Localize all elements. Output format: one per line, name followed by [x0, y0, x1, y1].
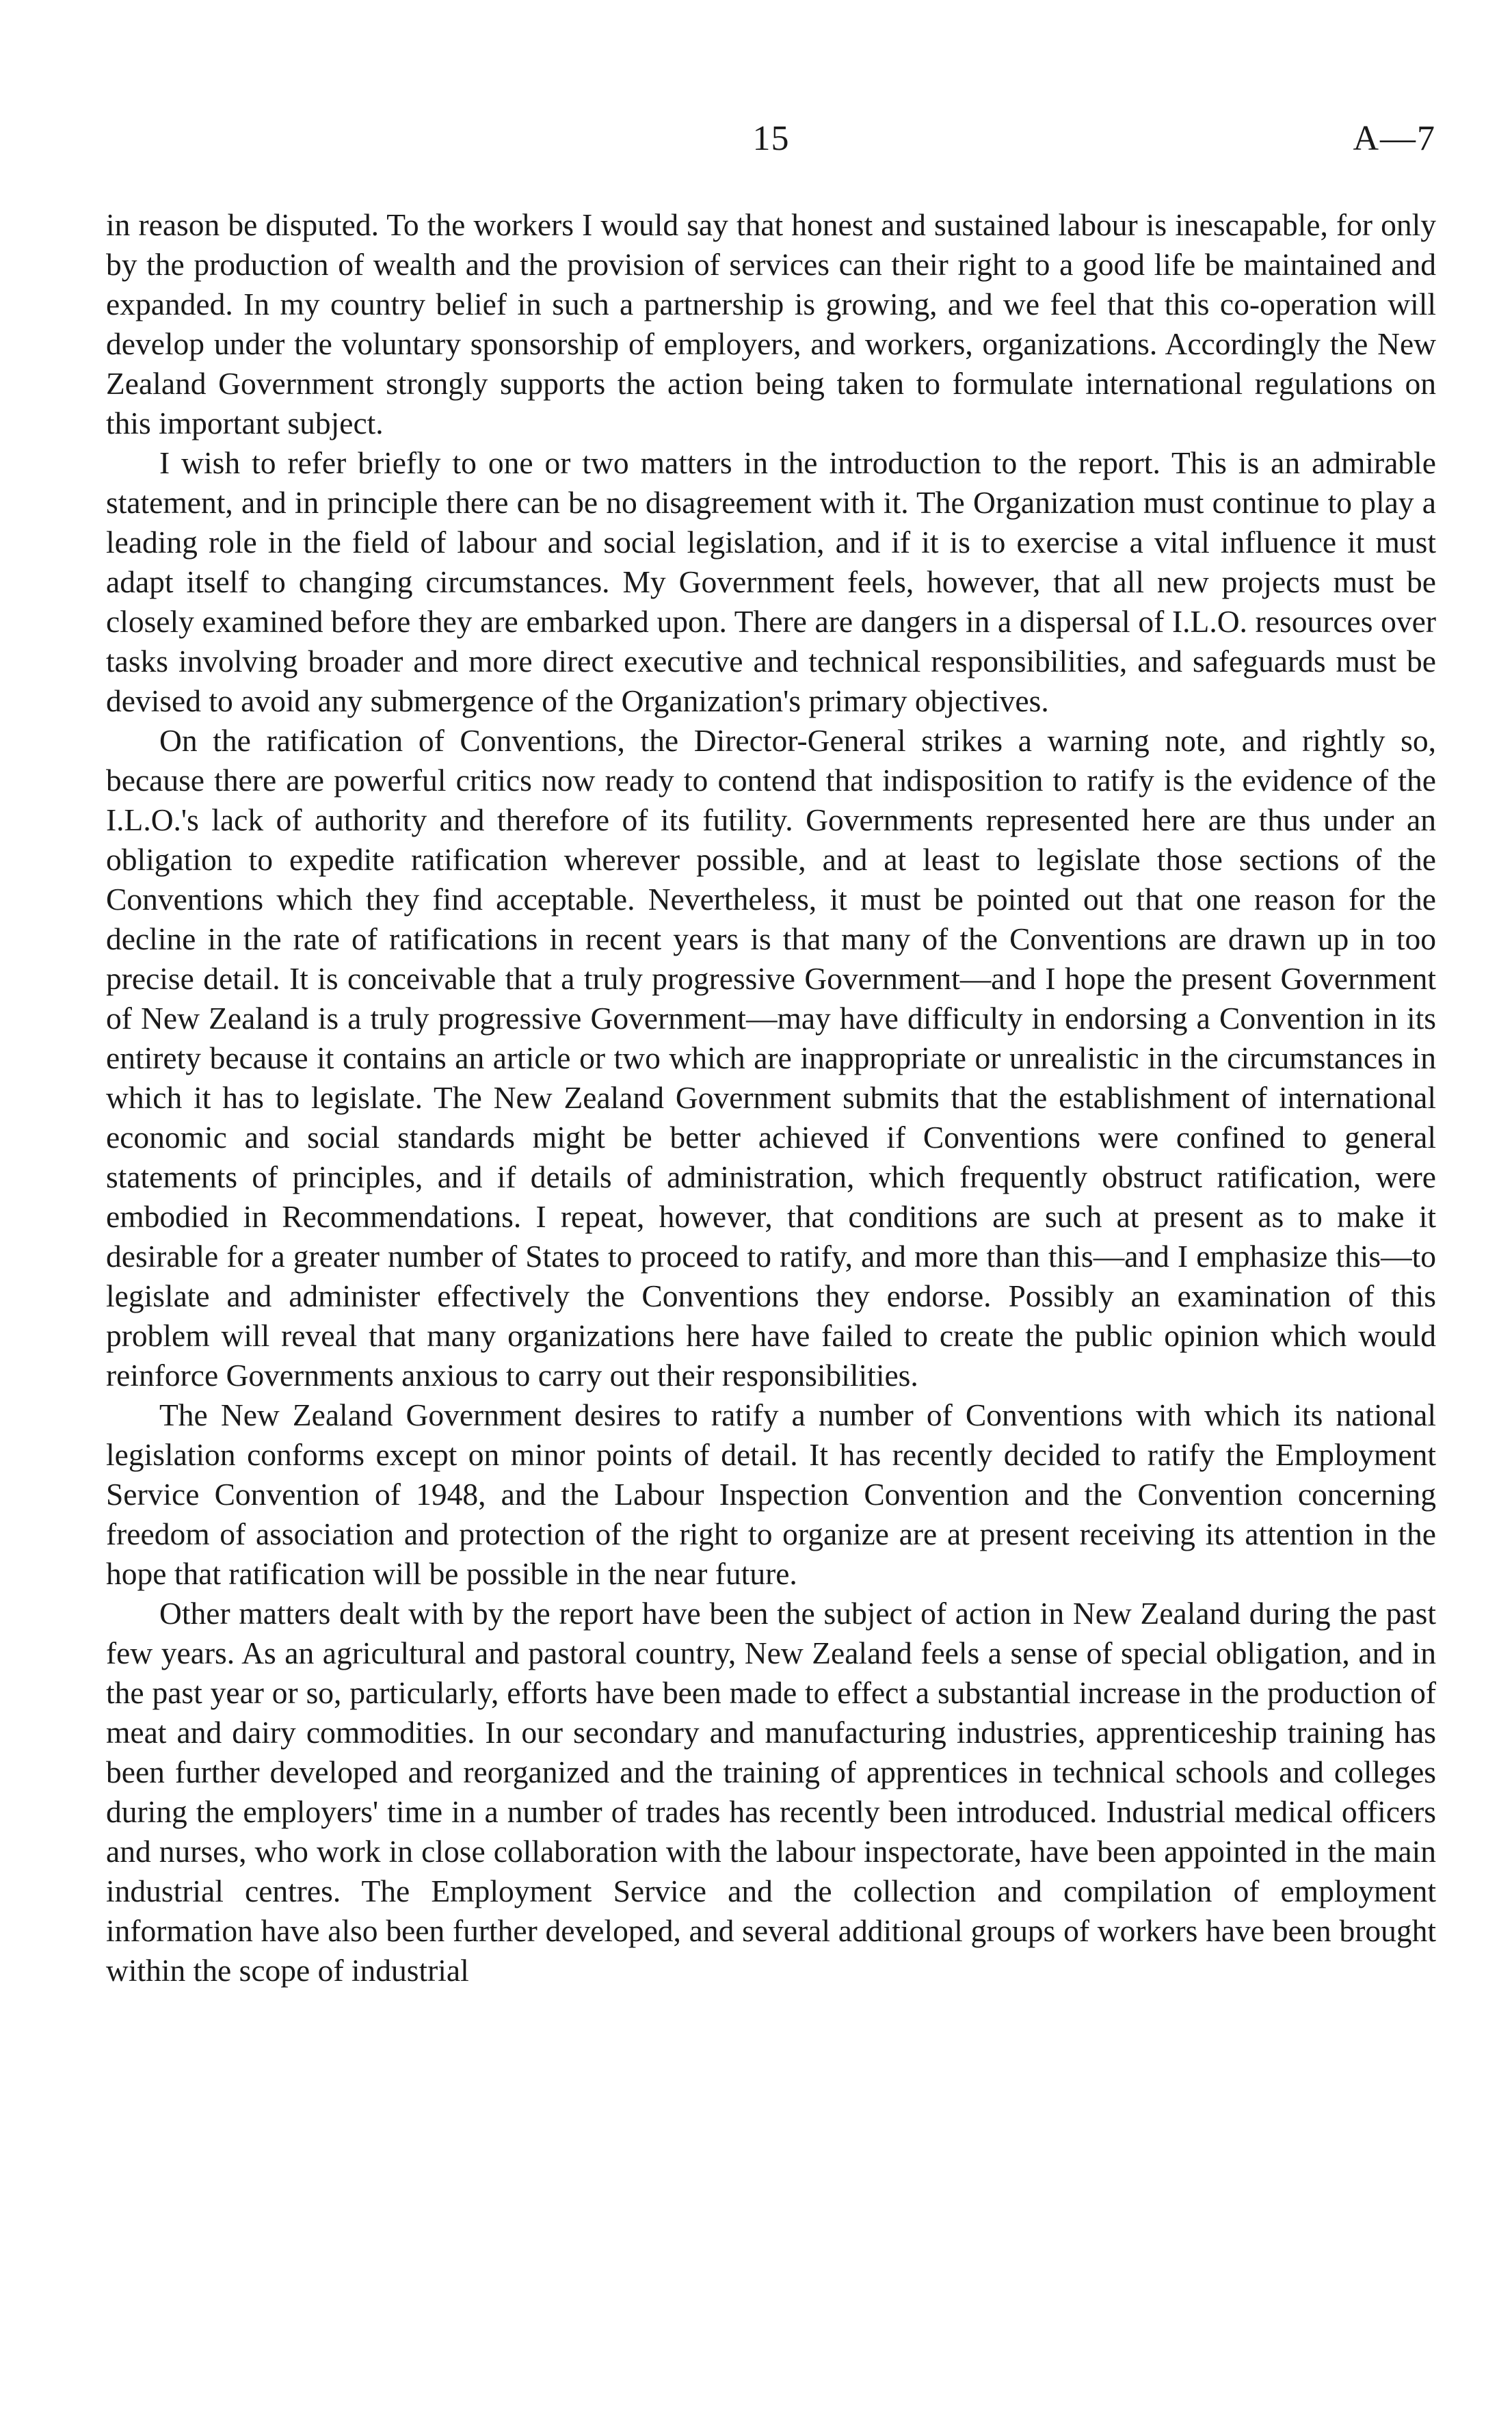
- paragraph-other-matters: Other matters dealt with by the report have been the subject of action in New Zealand during the past few years. As an agricultural and pastoral country, New Zealand feels a sense of special obligation, and in the past year or so, particularly, efforts have been made to effect a substantial increase in the production of meat and dairy commodities. In our secondary and manufacturing industries, apprenticeship training has been further developed and reorganized and the training of apprentices in technical schools and colleges during the employers' time in a number of trades has recently been introduced. Industrial medical officers and nurses, who work in close collaboration with the labour inspectorate, have been appointed in the main industrial centres. The Employment Service and the collection and compilation of employment information have also been further developed, and several additional groups of workers have been brought within the scope of industrial: [106, 1596, 1436, 1988]
- paragraph-continuation: in reason be disputed. To the workers I would say that honest and sustained labour is inescapable, for only by the production of wealth and the provision of services can their right to a good life be maintained and expanded. In my country belief in such a partnership is growing, and we feel that this co-operation will develop under the voluntary sponsorship of employers, and workers, organizations. Accordingly the New Zealand Government strongly supports the action being taken to formulate international regulations on this important subject.: [106, 207, 1436, 441]
- page-number: 15: [752, 119, 790, 158]
- page-header: [106, 115, 1436, 163]
- document-reference: A—7: [1353, 119, 1436, 158]
- paragraph-new-zealand-ratify: The New Zealand Government desires to ratify a number of Conventions with which its national legislation conforms except on minor points of detail. It has recently decided to ratify the Employment Service Convention of 1948, and the Labour Inspection Convention and the Convention concerning freedom of association and protection of the right to organize are at present receiving its attention in the hope that ratification will be possible in the near future.: [106, 1397, 1436, 1591]
- paragraph-ratification-conventions: On the ratification of Conventions, the Director-General strikes a warning note, and rightly so, because there are powerful critics now ready to contend that indisposition to ratify is the evidence of the I.L.O.'s lack of authority and therefore of its futility. Governments represented here are thus under an obligation to expedite ratification wherever possible, and at least to legislate those sections of the Conventions which they find acceptable. Nevertheless, it must be pointed out that one reason for the decline in the rate of ratifications in recent years is that many of the Conventions are drawn up in too precise detail. It is conceivable that a truly progressive Government—and I hope the present Government of New Zealand is a truly progressive Government—may have difficulty in endorsing a Convention in its entirety because it contains an article or two which are inappropriate or unrealistic in the circumstances in which it has to legislate. The New Zealand Government submits that the establishment of international economic and social standards might be better achieved if Conventions were confined to general statements of principles, and if details of administration, which frequently obstruct ratification, were embodied in Recommendations. I repeat, however, that conditions are such at present as to make it desirable for a greater number of States to proceed to ratify, and more than this—and I emphasize this—to legislate and administer effectively the Conventions they endorse. Possibly an examination of this problem will reveal that many organizations here have failed to create the public opinion which would reinforce Governments anxious to carry out their responsibilities.: [106, 723, 1436, 1393]
- body-text: [106, 205, 1436, 1990]
- paragraph-introduction-report: I wish to refer briefly to one or two matters in the introduction to the report. This is an admirable statement, and in principle there can be no disagreement with it. The Organization must continue to play a leading role in the field of labour and social legislation, and if it is to exercise a vital influence it must adapt itself to changing circumstances. My Government feels, however, that all new projects must be closely examined before they are embarked upon. There are dangers in a dispersal of I.L.O. resources over tasks involving broader and more direct executive and technical responsibilities, and safeguards must be devised to avoid any submergence of the Organization's primary objectives.: [106, 445, 1436, 718]
